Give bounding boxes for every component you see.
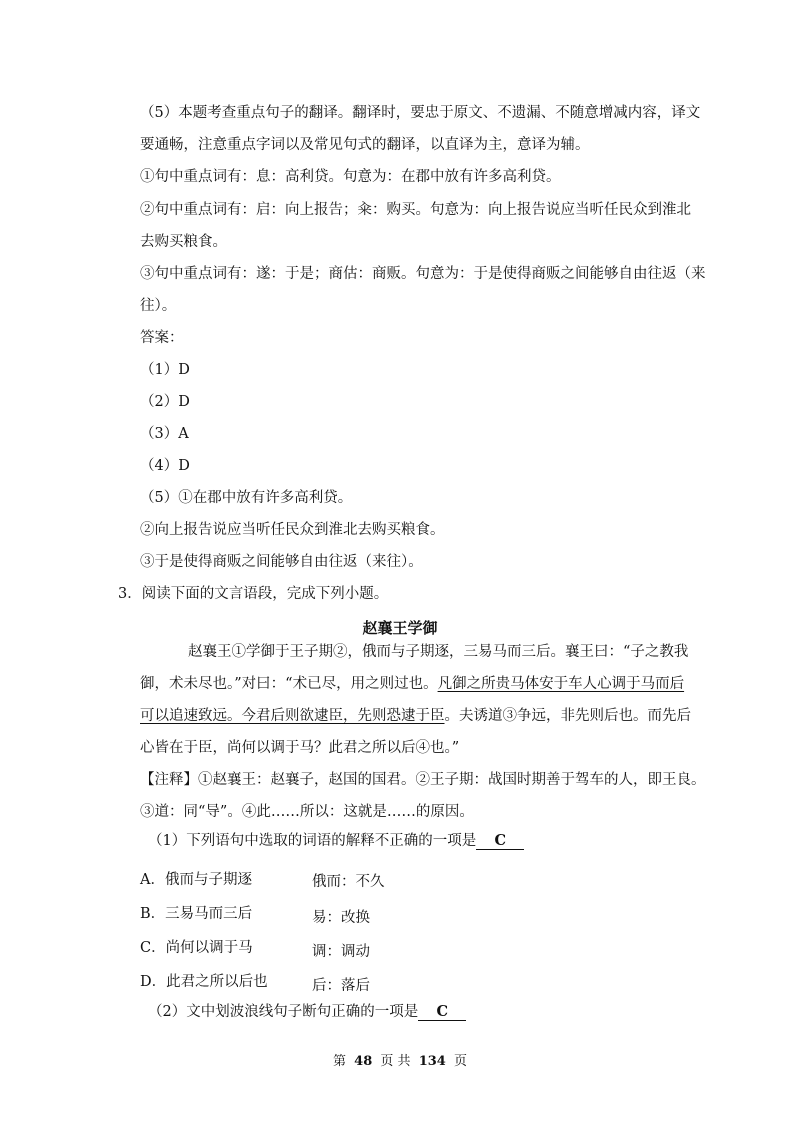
sub-question1-answer: C (476, 834, 524, 850)
answer-1: （1）D (140, 362, 190, 378)
question3-intro: 3．阅读下面的文言语段，完成下列小题。 (118, 586, 389, 602)
wavy-sentence-part1: 凡御之所贵马体安于车人心调于马而后 (437, 676, 685, 692)
footer-prefix: 第 (333, 1054, 347, 1069)
explanation-item1: ①句中重点词有：息：高利贷。句意为：在郡中放有许多高利贷。 (140, 169, 561, 185)
explanation-p5-line2: 要通畅，注意重点字词以及常见句式的翻译，以直译为主，意译为辅。 (140, 137, 590, 153)
option-b: B．三易马而三后 (140, 906, 253, 922)
footer-suffix: 页 (453, 1054, 467, 1069)
option-b-gloss: 易：改换 (312, 910, 370, 926)
notes-line1: 【注释】①赵襄王：赵襄子，赵国的国君。②王子期：战国时期善于驾车的人，即王良。 (140, 772, 706, 788)
explanation-item2-line1: ②句中重点词有：启：向上报告；籴：购买。句意为：向上报告说应当听任民众到淮北 (140, 202, 691, 218)
passage-line3 (140, 709, 691, 724)
passage-line2-text: 御，术未尽也。”对曰：“术已尽，用之则过也。 (140, 676, 438, 692)
wavy-sentence-part2: 可以追速致远 (140, 708, 227, 724)
sub-question1-stem: （1）下列语句中选取的词语的解释不正确的一项是 (148, 833, 477, 849)
explanation-p5-line1: （5）本题考查重点句子的翻译。翻译时，要忠于原文、不遗漏、不随意增减内容，译文 (140, 105, 701, 121)
sub-question2-answer: C (418, 1005, 466, 1021)
answer-3: （3）A (140, 426, 189, 442)
passage-line2 (140, 677, 684, 692)
explanation-item3-line2: 往）。 (140, 298, 177, 314)
footer-mid: 页 共 (380, 1054, 411, 1069)
answer-5-item2: ②向上报告说应当听任民众到淮北去购买粮食。 (140, 522, 445, 538)
explanation-item2-line2: 去购买粮食。 (140, 234, 227, 250)
option-a: A．俄而与子期逐 (140, 872, 252, 888)
sub-question2-stem: （2）文中划波浪线句子断句正确的一项是 (148, 1004, 419, 1020)
option-d: D．此君之所以后也 (140, 974, 268, 990)
passage-line4: 心皆在于臣，尚何以调于马？此君之所以后④也。” (140, 740, 460, 756)
passage-line1: 赵襄王①学御于王子期②，俄而与子期逐，三易马而三后。襄王曰：“子之教我 (188, 644, 689, 660)
answers-label: 答案： (140, 330, 184, 346)
passage-line3-rest: 。夫诱道③争远，非先则后也。而先后 (444, 708, 691, 724)
sub-question2 (148, 1005, 466, 1021)
explanation-item3-line1: ③句中重点词有：遂：于是；商估：商贩。句意为：于是使得商贩之间能够自由往返（来 (140, 266, 706, 282)
page-footer (0, 1050, 800, 1069)
option-a-gloss: 俄而：不久 (312, 874, 385, 890)
footer-page-number: 48 (354, 1054, 373, 1069)
option-c: C．尚何以调于马 (140, 940, 253, 956)
sub-question1 (148, 834, 524, 850)
underlined-sentence: 。今君后则欲逮臣，先则恐逮于臣 (227, 708, 445, 724)
passage-title: 赵襄王学御 (362, 619, 438, 637)
answer-5-item1: （5）①在郡中放有许多高利贷。 (140, 490, 353, 506)
footer-total-pages: 134 (418, 1054, 446, 1069)
answer-5-item3: ③于是使得商贩之间能够自由往返（来往）。 (140, 554, 423, 570)
notes-line2: ③道：同“导”。④此……所以：这就是……的原因。 (140, 804, 474, 820)
option-c-gloss: 调：调动 (312, 944, 370, 960)
answer-2: （2）D (140, 394, 190, 410)
answer-4: （4）D (140, 458, 190, 474)
option-d-gloss: 后：落后 (312, 978, 370, 994)
